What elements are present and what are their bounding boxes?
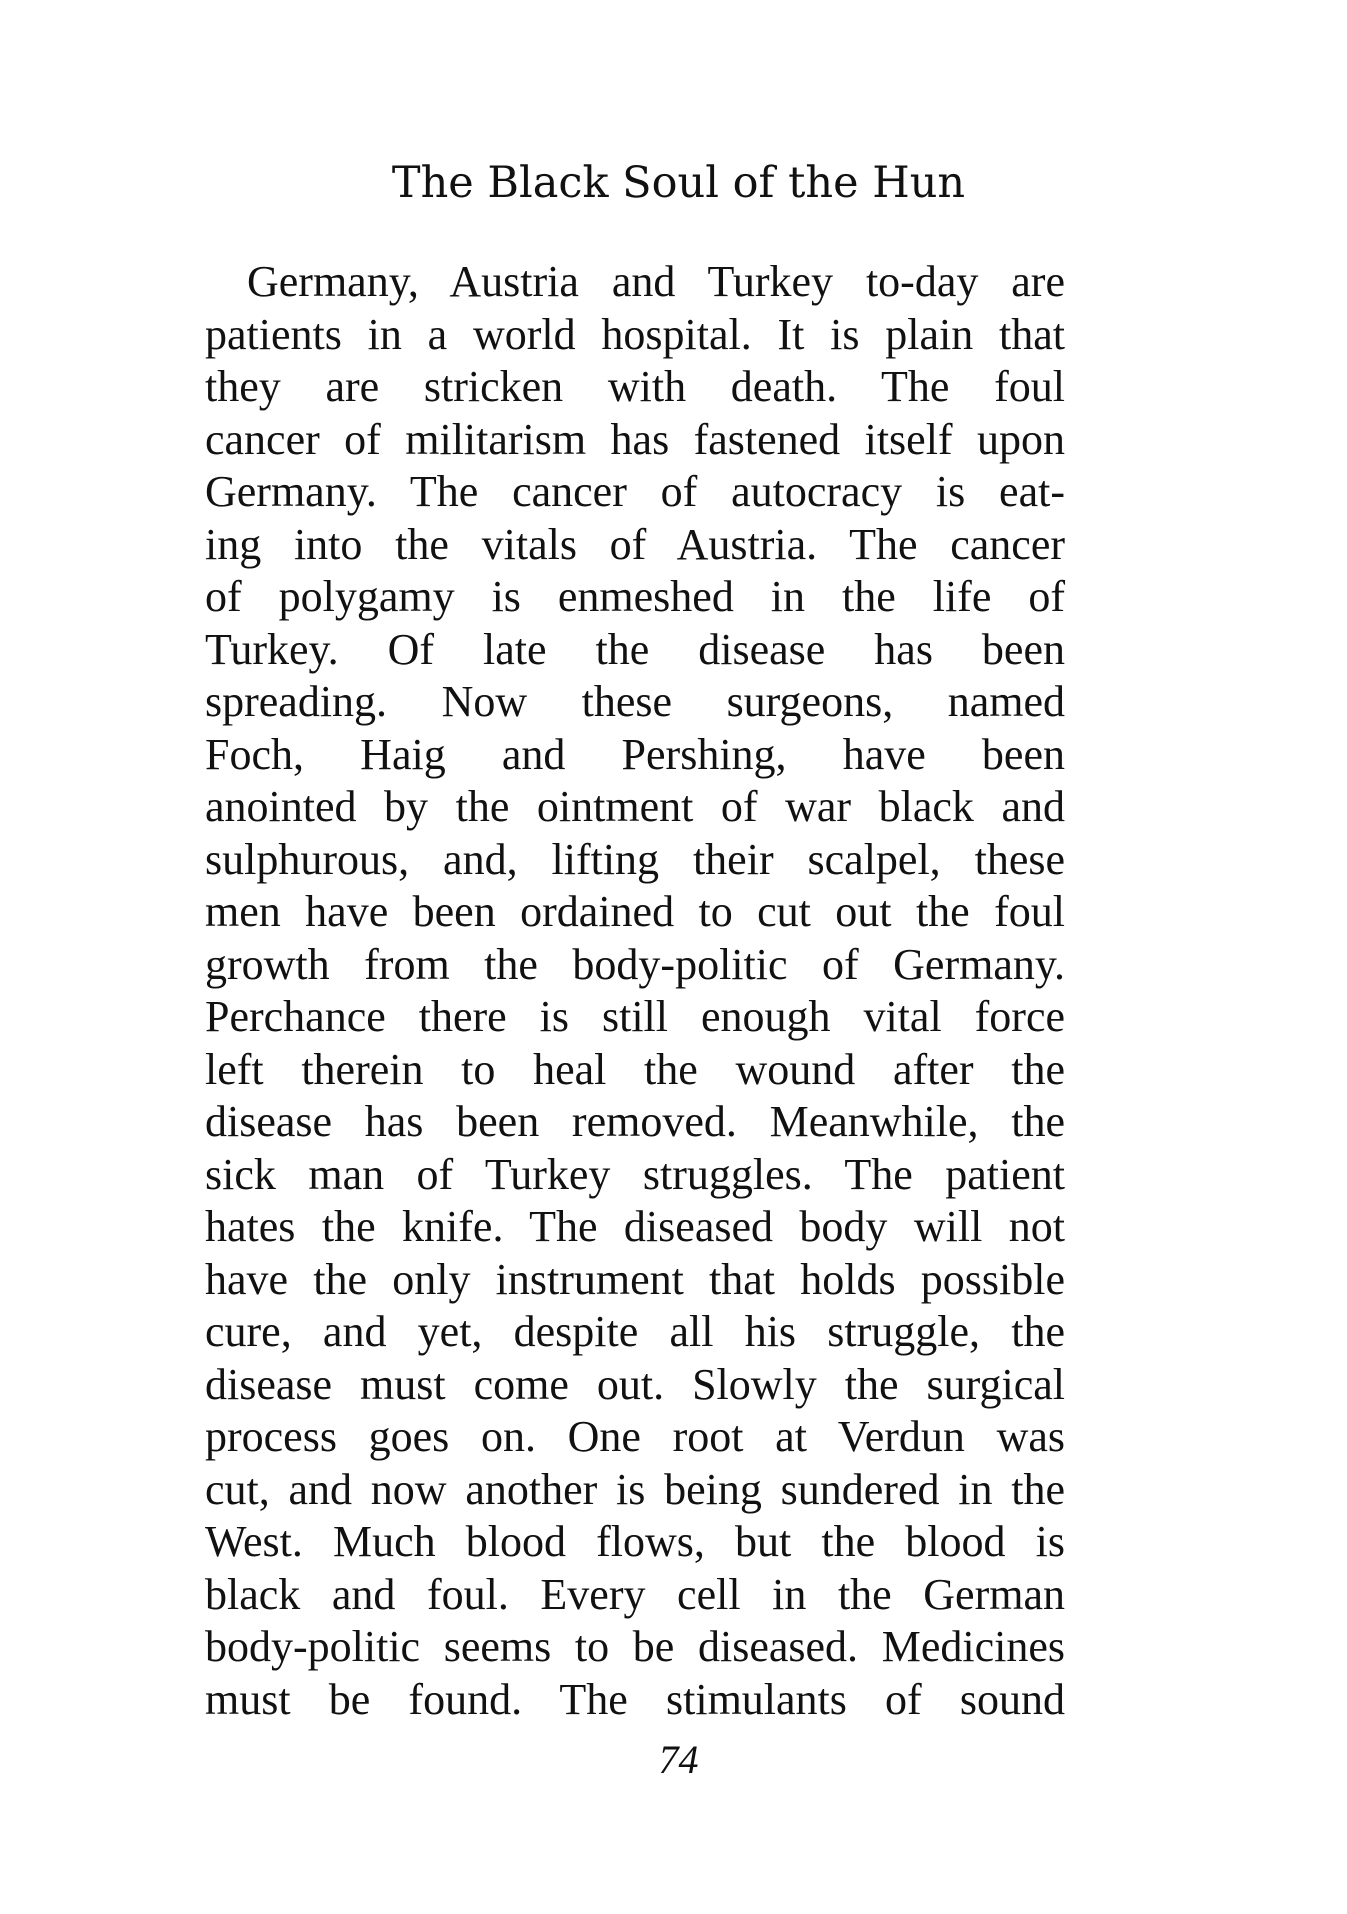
text-line: ing into the vitals of Austria. The cancer — [205, 519, 1065, 569]
text-line: Germany, Austria and Turkey to-day are — [247, 257, 1065, 306]
text-line: growth from the body-politic of Germany. — [205, 939, 1065, 989]
text-line: of polygamy is enmeshed in the life of — [205, 572, 1065, 621]
text-line: have the only instrument that holds possible — [205, 1254, 1065, 1304]
text-line: anointed by the ointment of war black and — [205, 782, 1065, 831]
running-title: The Black Soul of the Hun — [391, 158, 966, 208]
body-paragraph — [205, 256, 1065, 1726]
text-line: process goes on. One root at Verdun was — [205, 1412, 1065, 1461]
text-line: Turkey. Of late the disease has been — [205, 624, 1065, 674]
text-line: sick man of Turkey struggles. The patient — [205, 1149, 1065, 1199]
text-line: Germany. The cancer of autocracy is eat- — [205, 467, 1065, 516]
text-line: sulphurous, and, lifting their scalpel, these — [205, 834, 1065, 884]
text-line: black and foul. Every cell in the German — [205, 1569, 1065, 1619]
text-line: men have been ordained to cut out the foul — [205, 887, 1065, 936]
text-line: spreading. Now these surgeons, named — [205, 677, 1065, 726]
text-line: disease has been removed. Meanwhile, the — [205, 1097, 1065, 1146]
text-line: cure, and yet, despite all his struggle, the — [205, 1307, 1065, 1356]
text-line: body-politic seems to be diseased. Medicines — [205, 1622, 1065, 1671]
text-line: must be found. The stimulants of sound — [205, 1674, 1065, 1724]
text-line: hates the knife. The diseased body will not — [205, 1202, 1065, 1251]
text-line: Foch, Haig and Pershing, have been — [205, 729, 1065, 779]
text-line: they are stricken with death. The foul — [205, 362, 1065, 411]
text-line: West. Much blood flows, but the blood is — [205, 1517, 1065, 1566]
text-line: disease must come out. Slowly the surgical — [205, 1359, 1065, 1409]
text-line: cut, and now another is being sundered in the — [205, 1464, 1065, 1514]
text-line: cancer of militarism has fastened itself upon — [205, 414, 1065, 464]
page-number: 74 — [658, 1737, 699, 1782]
text-line: left therein to heal the wound after the — [205, 1044, 1065, 1094]
text-line: Perchance there is still enough vital force — [205, 992, 1065, 1041]
text-line: patients in a world hospital. It is plain that — [205, 309, 1065, 359]
